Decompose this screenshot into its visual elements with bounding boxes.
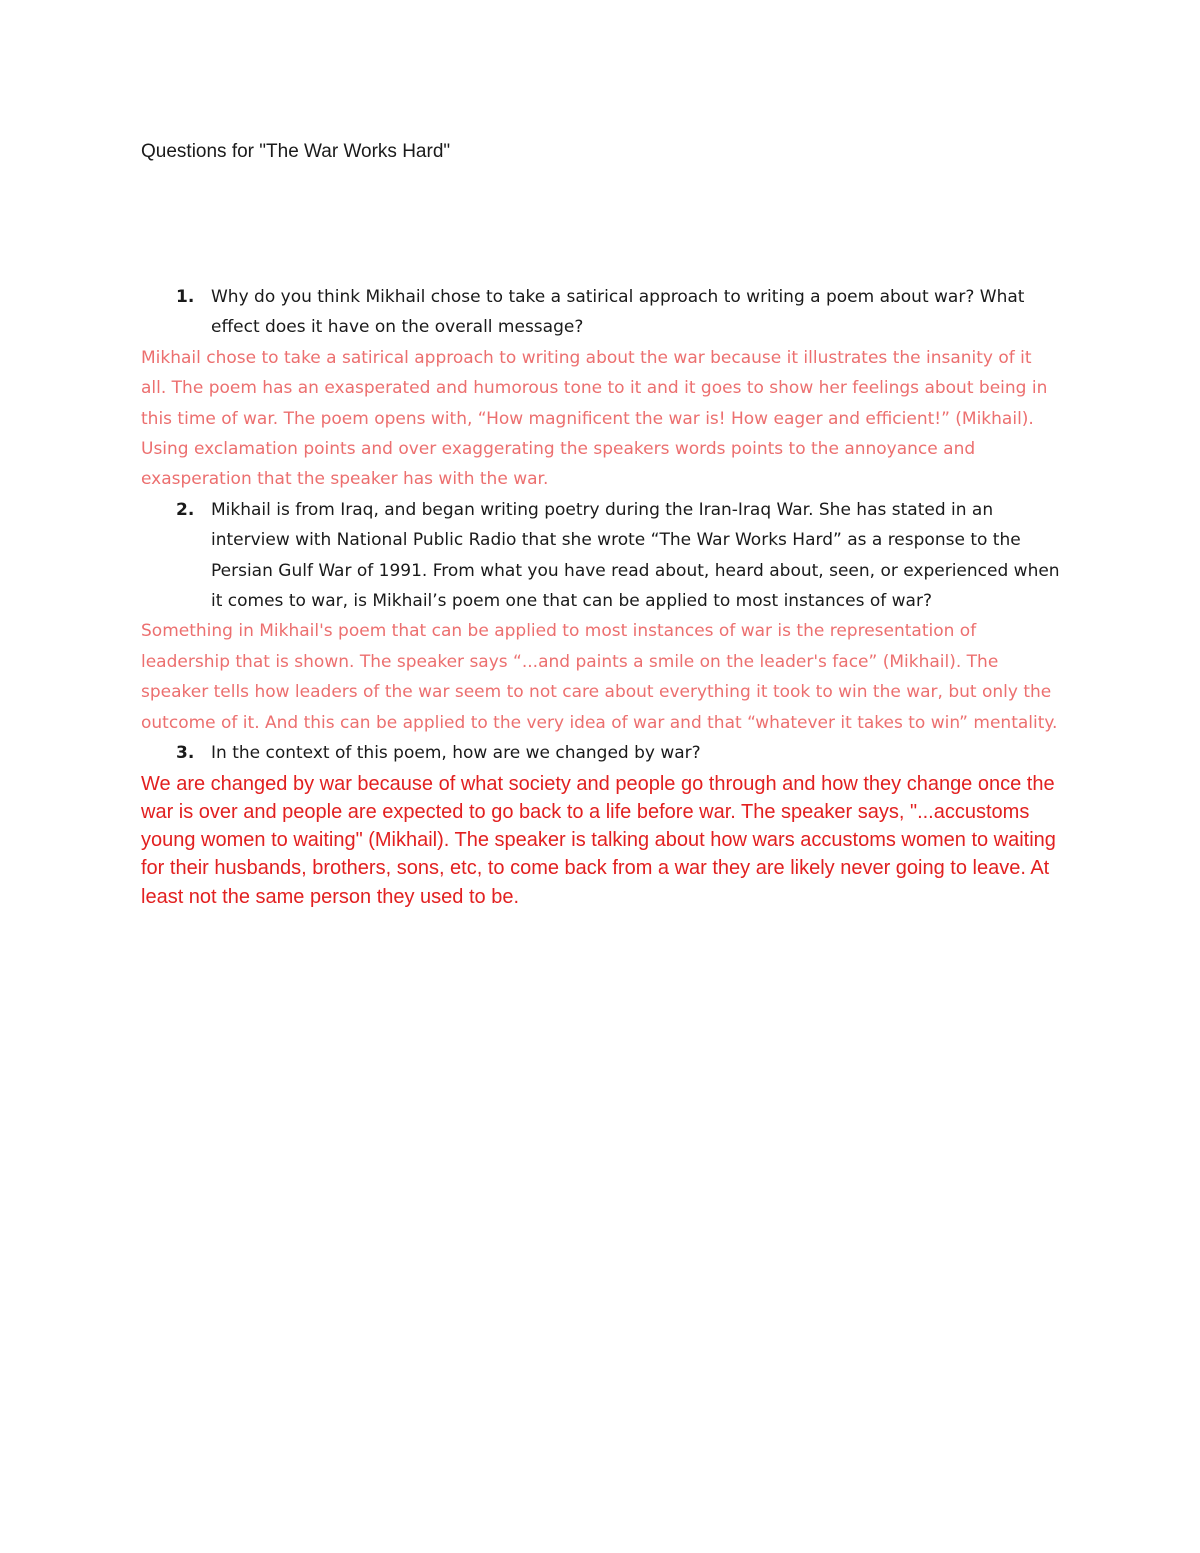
question-2: [141, 495, 1061, 617]
question-list: [141, 282, 1061, 911]
question-text: In the context of this poem, how are we changed by war?: [211, 743, 701, 764]
answer-3: We are changed by war because of what society and people go through and how they change once the war is over and people are expected to go back to a life before war. The speaker says, "...accustoms young women to waiting" (Mikhail). The speaker is talking about how wars accustoms women to waiting for their husbands, brothers, sons, etc, to come back from a war they are likely never going to leave. At least not the same person they used to be.: [141, 772, 1056, 908]
question-3: [141, 738, 1061, 768]
question-1: [141, 282, 1061, 343]
question-number: 3.: [176, 743, 195, 764]
question-number: 2.: [176, 499, 195, 520]
answer-1: Mikhail chose to take a satirical approach to writing about the war because it illustrates the insanity of it all. The poem has an exasperated and humorous tone to it and it goes to show her feelings about being in this time of war. The poem opens with, “How magnificent the war is! How eager and efficient!” (Mikhail). Using exclamation points and over exaggerating the speakers words points to the annoyance and exasperation that the speaker has with the war.: [141, 347, 1048, 490]
question-number: 1.: [176, 287, 195, 307]
answer-2: Something in Mikhail's poem that can be applied to most instances of war is the representation of leadership that is shown. The speaker says “...and paints a smile on the leader's face” (Mikhail). The speaker tells how leaders of the war seem to not care about everything it took to win the war, but only the outcome of it. And this can be applied to the very idea of war and that “whatever it takes to win” mentality.: [141, 621, 1058, 733]
question-text: Mikhail is from Iraq, and began writing poetry during the Iran-Iraq War. She has stated in an interview with National Public Radio that she wrote “The War Works Hard” as a response to the Persian Gulf War of 1991. From what you have read about, heard about, seen, or experienced when it comes to war, is Mikhail’s poem one that can be applied to most instances of war?: [211, 499, 1060, 612]
document-title: Questions for "The War Works Hard": [141, 141, 451, 162]
question-text: Why do you think Mikhail chose to take a satirical approach to writing a poem about war? What effect does it have on the overall message?: [211, 287, 1025, 338]
